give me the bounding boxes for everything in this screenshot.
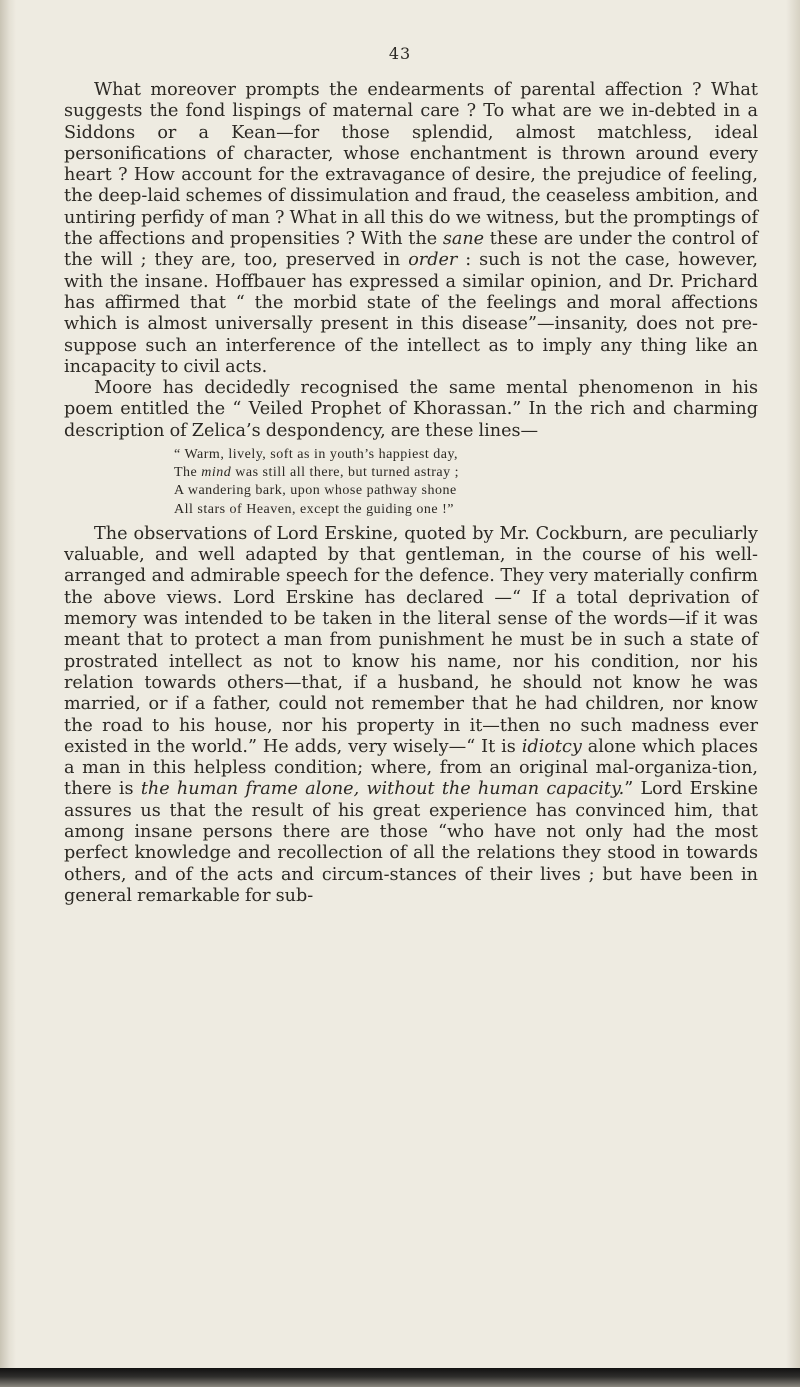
body-text	[64, 80, 758, 907]
paragraph-parental-affection: What moreover prompts the endearments of parental affection ? What suggests the fond lispings of maternal care ? To what are we in-debted in a Siddons or a Kean—for those splendid, almost matchless, ideal personifications of character, whose enchantment is thrown around every heart ? How account for the extravagance of desire, the prejudice of feeling, the deep-laid schemes of dissimulation and fraud, the ceaseless ambition, and untiring perfidy of man ? What in all this do we witness, but the promptings of the affections and propensities ? With the sane these are under the control of the will ; they are, too, preserved in order : such is not the case, however, with the insane. Hoffbauer has expressed a similar opinion, and Dr. Prichard has affirmed that “ the morbid state of the feelings and moral affections which is almost universally present in this disease”—insanity, does not pre-suppose such an interference of the intellect as to imply any thing like an incapacity to civil acts.	[64, 80, 759, 377]
poem-line-3: A wandering bark, upon whose pathway shone	[174, 483, 457, 499]
paragraph-moore-poem: Moore has decidedly recognised the same mental phenomenon in his poem entitled the “ Veiled Prophet of Khorassan.” In the rich and charming description of Zelica’s despondency, are these lines—	[64, 378, 758, 441]
poem-line-1: “ Warm, lively, soft as in youth’s happiest day,	[174, 447, 459, 463]
page-left-edge-shadow	[0, 0, 16, 1387]
poem-line-4: All stars of Heaven, except the guiding one !”	[174, 501, 454, 517]
poem-quotation	[174, 446, 758, 519]
page-number: 43	[388, 44, 412, 63]
paragraph-lord-erskine: The observations of Lord Erskine, quoted by Mr. Cockburn, are peculiarly valuable, and well adapted by that gentleman, in the course of his well-arranged and admirable speech for the defence. They very materially confirm the above views. Lord Erskine has declared —“ If a total deprivation of memory was intended to be taken in the literal sense of the words—if it was meant that to protect a man from punishment he must be in such a state of prostrated intellect as not to know his name, nor his condition, nor his relation towards others—that, if a husband, he should not know he was married, or if a father, could not remember that he had children, nor know the road to his house, nor his property in it—then no such madness ever existed in the world.” He adds, very wisely—“ It is idiotcy alone which places a man in this helpless condition; where, from an original mal-organiza-tion, there is the human frame alone, without the human capacity.” Lord Erskine assures us that the result of his great experience has convinced him, that among insane persons there are those “who have not only had the most perfect knowledge and recollection of all the relations they stood in towards others, and of the acts and circum-stances of their lives ; but have been in general remarkable for sub-	[64, 523, 758, 906]
poem-line-2: The mind was still all there, but turned astray ;	[174, 465, 459, 481]
page-bottom-shadow	[0, 1368, 800, 1387]
page-right-edge-shadow	[786, 0, 800, 1387]
